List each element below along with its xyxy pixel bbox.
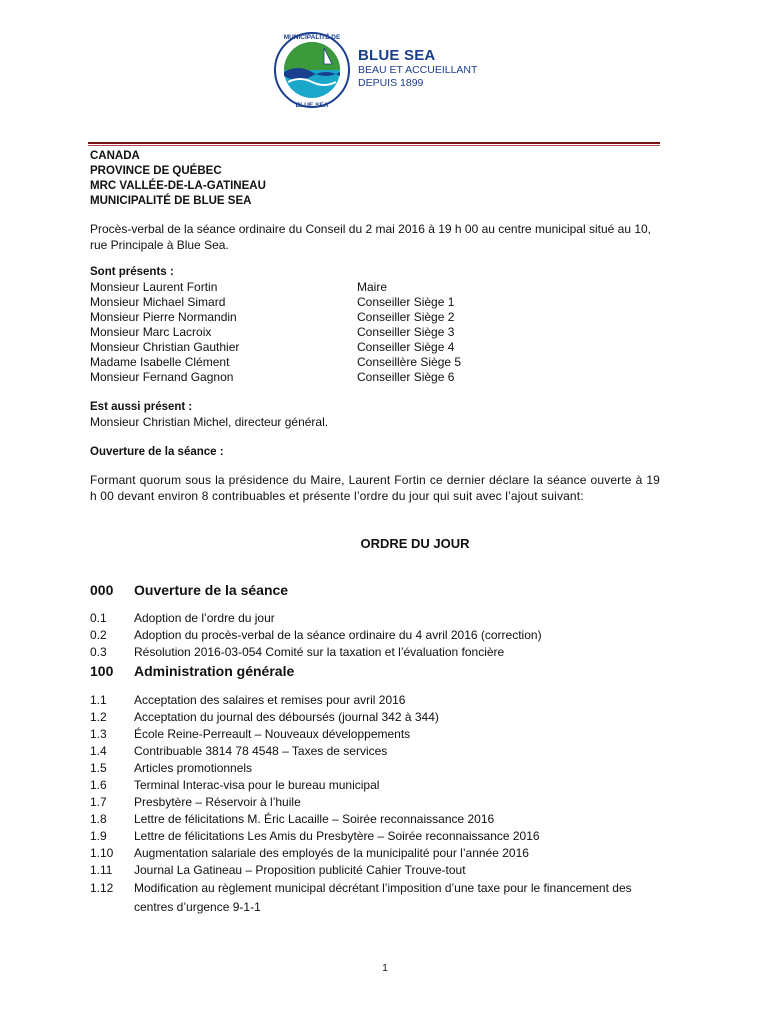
member-row xyxy=(90,295,570,310)
agenda-item-text: École Reine-Perreault – Nouveaux développements xyxy=(134,727,411,741)
section-number: 000 xyxy=(90,582,114,598)
page-number: 1 xyxy=(382,963,388,974)
header-divider-thin xyxy=(88,145,660,146)
agenda-item-text: Lettre de félicitations M. Éric Lacaille – Soirée reconnaissance 2016 xyxy=(134,812,495,826)
agenda-item xyxy=(90,828,665,845)
agenda-item-text: Adoption du procès-verbal de la séance ordinaire du 4 avril 2016 (correction) xyxy=(134,628,542,642)
blue-sea-emblem-icon xyxy=(270,30,354,110)
agenda-item-text: Modification au règlement municipal décrétant l’imposition d’une taxe pour le financement des centres d’urgence 9-1-1 xyxy=(134,881,632,914)
agenda-item-text: Contribuable 3814 78 4548 – Taxes de services xyxy=(134,744,388,758)
section-number: 100 xyxy=(90,663,114,679)
agenda-item-number: 1.5 xyxy=(90,761,107,775)
member-role: Conseiller Siège 2 xyxy=(357,310,455,324)
agenda-item-text: Résolution 2016-03-054 Comité sur la taxation et l’évaluation foncière xyxy=(134,645,505,659)
agenda-item xyxy=(90,879,665,917)
agenda-item xyxy=(90,794,665,811)
member-name: Monsieur Marc Lacroix xyxy=(90,325,212,339)
agenda-items-list xyxy=(90,610,665,661)
agenda-item-number: 1.12 xyxy=(90,881,114,895)
agenda-item xyxy=(90,644,665,661)
section-title: Ouverture de la séance xyxy=(134,582,289,598)
proces-verbal-intro: Procès-verbal de la séance ordinaire du Conseil du 2 mai 2016 à 19 h 00 au centre municipal situé au 10, rue Principale à Blue Sea. xyxy=(90,222,652,252)
agenda-item-number: 1.3 xyxy=(90,727,107,741)
member-role: Conseiller Siège 6 xyxy=(357,370,455,384)
agenda-item-number: 0.2 xyxy=(90,628,107,642)
header-line-country: CANADA xyxy=(90,150,140,162)
header-line-mrc: MRC VALLÉE-DE-LA-GATINEAU xyxy=(90,180,266,192)
member-role: Conseiller Siège 3 xyxy=(357,325,455,339)
member-row xyxy=(90,280,570,295)
members-list xyxy=(90,280,570,385)
agenda-item-number: 1.1 xyxy=(90,693,107,707)
header-line-municipality: MUNICIPALITÉ DE BLUE SEA xyxy=(90,195,252,207)
agenda-item xyxy=(90,627,665,644)
agenda-item-number: 1.7 xyxy=(90,795,107,809)
member-name: Madame Isabelle Clément xyxy=(90,355,230,369)
agenda-item-number: 1.8 xyxy=(90,812,107,826)
agenda-item-number: 1.4 xyxy=(90,744,107,758)
member-role: Conseillère Siège 5 xyxy=(357,355,462,369)
agenda-items-list xyxy=(90,692,665,917)
agenda-item-number: 0.3 xyxy=(90,645,107,659)
agenda-item xyxy=(90,811,665,828)
agenda-item-text: Articles promotionnels xyxy=(134,761,253,775)
agenda-section-heading xyxy=(90,582,288,598)
member-row xyxy=(90,310,570,325)
agenda-item xyxy=(90,743,665,760)
agenda-section-heading xyxy=(90,663,294,679)
municipality-logo xyxy=(270,30,510,110)
section-title: Administration générale xyxy=(134,663,295,679)
header-divider xyxy=(88,142,660,144)
member-row xyxy=(90,370,570,385)
opening-title: Ouverture de la séance : xyxy=(90,446,224,458)
member-row xyxy=(90,355,570,370)
presents-title: Sont présents : xyxy=(90,266,174,278)
agenda-item xyxy=(90,777,665,794)
also-present-value: Monsieur Christian Michel, directeur général. xyxy=(90,415,329,429)
member-role: Conseiller Siège 4 xyxy=(357,340,455,354)
agenda-item-text: Augmentation salariale des employés de la municipalité pour l’année 2016 xyxy=(134,846,529,860)
opening-paragraph: Formant quorum sous la présidence du Maire, Laurent Fortin ce dernier déclare la séance ouverte à 19 h 00 devant environ 8 contribuables et présente l’ordre du jour qui suit avec l’ajout suivant: xyxy=(90,473,660,503)
agenda-item-number: 0.1 xyxy=(90,611,107,625)
agenda-item-text: Adoption de l’ordre du jour xyxy=(134,611,275,625)
agenda-item xyxy=(90,726,665,743)
agenda-item xyxy=(90,610,665,627)
agenda-item-text: Terminal Interac-visa pour le bureau municipal xyxy=(134,778,380,792)
logo-wordmark xyxy=(358,48,477,88)
also-present-title: Est aussi présent : xyxy=(90,401,193,413)
agenda-item-number: 1.2 xyxy=(90,710,107,724)
logo-title: BLUE SEA xyxy=(358,47,436,64)
agenda-item-number: 1.6 xyxy=(90,778,107,792)
agenda-item xyxy=(90,862,665,879)
member-name: Monsieur Pierre Normandin xyxy=(90,310,237,324)
member-role: Maire xyxy=(357,280,388,294)
member-role: Conseiller Siège 1 xyxy=(357,295,455,309)
jurisdiction-header xyxy=(90,149,266,209)
agenda-item-number: 1.11 xyxy=(90,863,113,877)
agenda-item-text: Acceptation du journal des déboursés (journal 342 à 344) xyxy=(134,710,439,724)
member-name: Monsieur Fernand Gagnon xyxy=(90,370,234,384)
agenda-item-number: 1.10 xyxy=(90,846,114,860)
agenda-item-number: 1.9 xyxy=(90,829,107,843)
member-row xyxy=(90,325,570,340)
agenda-item-text: Presbytère – Réservoir à l’huile xyxy=(134,795,301,809)
agenda-item-text: Journal La Gatineau – Proposition publicité Cahier Trouve-tout xyxy=(134,863,466,877)
agenda-title: ORDRE DU JOUR xyxy=(360,536,470,551)
agenda-item xyxy=(90,760,665,777)
logo-ring-bottom-text: BLUE SEA xyxy=(295,102,329,109)
member-row xyxy=(90,340,570,355)
logo-ring-top-text: MUNICIPALITÉ DE xyxy=(283,34,341,41)
agenda-item-text: Acceptation des salaires et remises pour avril 2016 xyxy=(134,693,406,707)
member-name: Monsieur Michael Simard xyxy=(90,295,226,309)
logo-subtitle-2: DEPUIS 1899 xyxy=(358,76,424,89)
member-name: Monsieur Laurent Fortin xyxy=(90,280,218,294)
header-line-province: PROVINCE DE QUÉBEC xyxy=(90,165,222,177)
agenda-item xyxy=(90,692,665,709)
member-name: Monsieur Christian Gauthier xyxy=(90,340,240,354)
agenda-item xyxy=(90,845,665,862)
logo-subtitle-1: BEAU ET ACCUEILLANT xyxy=(358,64,478,76)
agenda-item xyxy=(90,709,665,726)
agenda-item-text: Lettre de félicitations Les Amis du Presbytère – Soirée reconnaissance 2016 xyxy=(134,829,540,843)
